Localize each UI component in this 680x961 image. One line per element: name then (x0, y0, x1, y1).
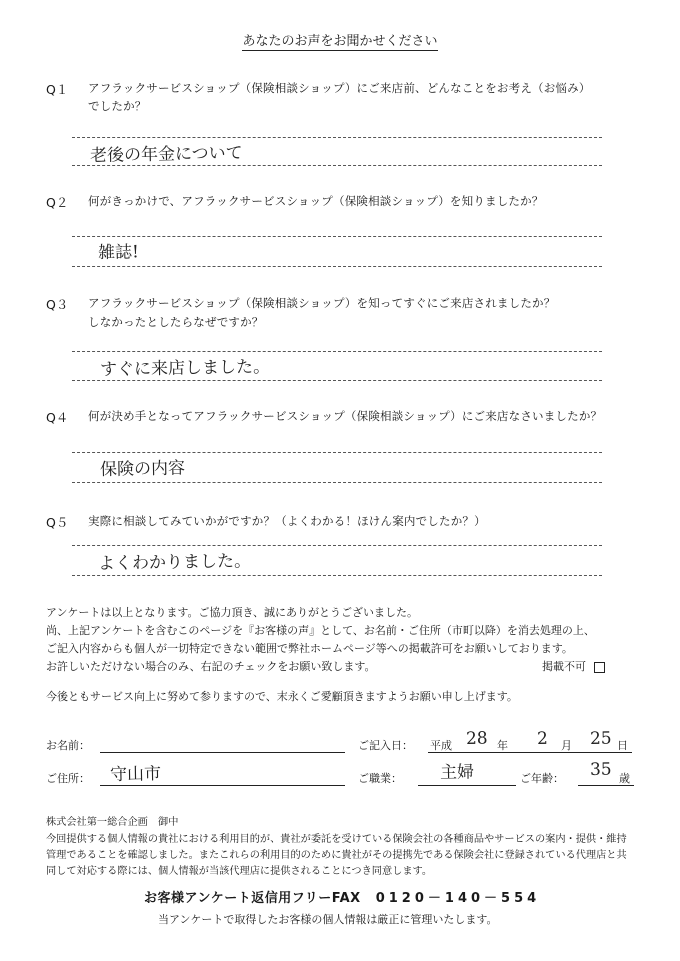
privacy-line-1: 今回提供する個人情報の貴社における利用目的が、貴社が委託を受けている保険会社の各種商品やサービスの案内・提供・維持 (46, 834, 627, 845)
question-text: アフラックサービスショップ（保険相談ショップ）にご来店前、どんなことをお考え（お悩み） (88, 81, 591, 95)
date-field-line (428, 752, 632, 753)
fax-line (144, 887, 540, 906)
answer-handwritten[interactable]: よくわかりました。 (97, 551, 252, 574)
question-text: 何が決め手となってアフラックサービスショップ（保険相談ショップ）にご来店なさいましたか？ (88, 409, 603, 423)
date-year-unit: 年 (497, 739, 508, 752)
answer-line (72, 482, 602, 483)
checkbox-box[interactable] (594, 662, 605, 673)
date-label: ご記入日： (358, 739, 413, 752)
answer-line (72, 137, 602, 138)
answer-line (72, 575, 602, 576)
privacy-note: 当アンケートで取得したお客様の個人情報は厳正に管理いたします。 (158, 913, 498, 926)
date-day-value[interactable]: 25 (589, 728, 612, 749)
answer-line (72, 452, 602, 453)
job-field[interactable]: 主婦 (439, 762, 475, 783)
closing-line-3: ご記入内容からも個人が一切特定できない範囲で弊社ホームページ等への掲載許可をお願いしております。 (46, 642, 573, 655)
question-text: アフラックサービスショップ（保険相談ショップ）を知ってすぐにご来店されましたか？ (88, 296, 556, 310)
address-field-line (100, 785, 345, 786)
date-month-unit: 月 (561, 739, 572, 752)
date-month-value[interactable]: 2 (536, 728, 549, 749)
date-era: 平成 (430, 739, 452, 752)
closing-line-1: アンケートは以上となります。ご協力頂き、誠にありがとうございました。 (46, 606, 419, 619)
privacy-line-2: 管理であることを確認しました。またこれらの利用目的のために貴社がその提携先である保険会社に登録されている代理店と共 (46, 850, 627, 861)
answer-handwritten[interactable]: 老後の年金について (89, 143, 243, 166)
company-name: 株式会社第一総合企画 御中 (46, 817, 179, 828)
date-year-value[interactable]: 28 (465, 728, 488, 749)
job-field-line (418, 785, 516, 786)
question-number: Q３ (46, 297, 69, 312)
closing-line-4: お許しいただけない場合のみ、右記のチェックをお願い致します。 (46, 660, 376, 673)
answer-line (72, 380, 602, 381)
question-text-2: しなかったとしたらなぜですか？ (88, 315, 264, 329)
closing-line-2: 尚、上記アンケートを含むこのページを『お客様の声』として、お名前・ご住所（市町以降）を消去処理の上、 (46, 624, 595, 637)
answer-line (72, 351, 602, 352)
fax-label: お客様アンケート返信用フリーFAX (144, 891, 361, 906)
privacy-line-3: 同して対応する際には、個人情報が当該代理店に提供されることにつき同意します。 (46, 866, 433, 877)
closing-line-5: 今後ともサービス向上に努めて参りますので、末永くご愛顧頂きますようお願い申し上げます。 (46, 690, 518, 703)
question-number: Q４ (46, 410, 69, 425)
answer-handwritten[interactable]: 保険の内容 (99, 458, 186, 480)
age-label: ご年齢： (520, 772, 564, 785)
answer-handwritten[interactable]: 雑誌! (97, 242, 140, 263)
question-number: Q２ (46, 195, 69, 210)
question-number: Q５ (46, 515, 69, 530)
answer-line (72, 545, 602, 546)
age-field[interactable]: 35 (589, 759, 612, 780)
name-field-line (100, 752, 345, 753)
question-number: Q１ (46, 82, 69, 97)
answer-line (72, 165, 602, 166)
question-text: 何がきっかけで、アフラックサービスショップ（保険相談ショップ）を知りましたか？ (88, 194, 544, 208)
name-label: お名前： (46, 739, 90, 752)
publish-refusal-checkbox[interactable] (542, 658, 605, 674)
question-text-2: でしたか？ (88, 99, 147, 113)
address-field[interactable]: 守山市 (109, 764, 162, 785)
answer-handwritten[interactable]: すぐに来店しました。 (99, 357, 271, 380)
answer-line (72, 266, 602, 267)
page-title: あなたのお声をお聞かせください (242, 34, 438, 49)
address-label: ご住所： (46, 772, 90, 785)
answer-line (72, 236, 602, 237)
date-day-unit: 日 (617, 739, 628, 752)
age-unit: 歳 (619, 772, 630, 785)
job-label: ご職業： (358, 772, 402, 785)
question-text: 実際に相談してみていかがですか？（よくわかる！ほけん案内でしたか？） (88, 514, 486, 528)
fax-number[interactable]: 0120－140－554 (375, 891, 541, 906)
checkbox-label: 掲載不可 (542, 660, 586, 673)
